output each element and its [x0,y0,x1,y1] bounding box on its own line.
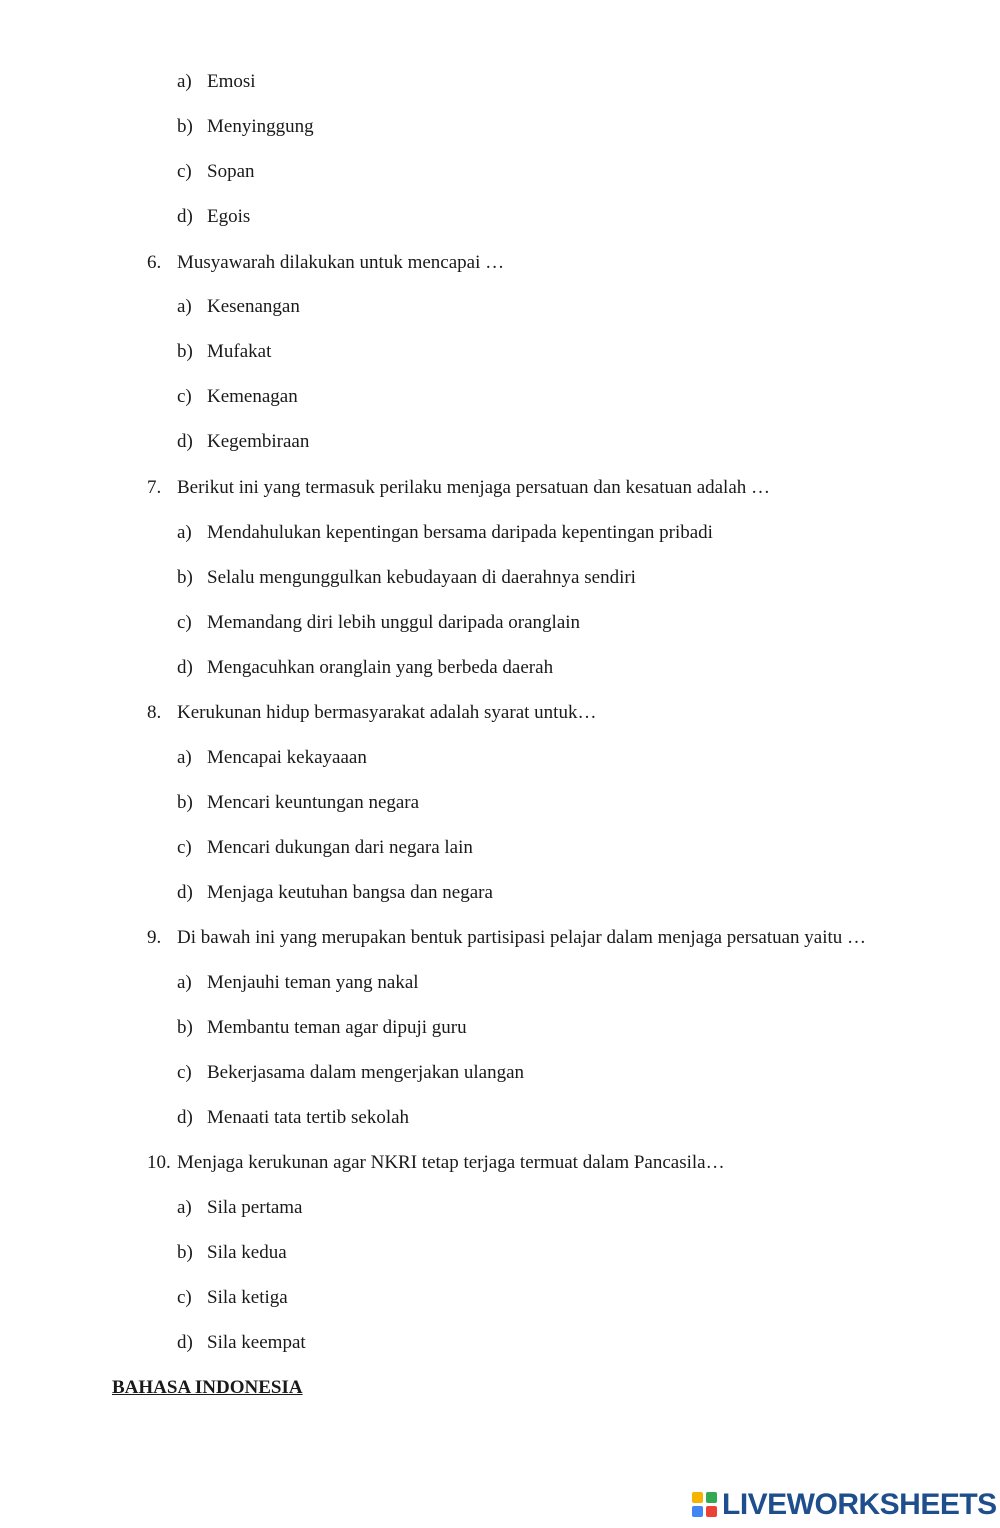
option-text: Menjauhi teman yang nakal [207,972,419,993]
watermark-text: LIVEWORKSHEETS [722,1488,997,1521]
option-letter: c) [177,612,192,633]
option-letter: a) [177,1197,192,1218]
section-heading: BAHASA INDONESIA [112,1377,303,1398]
option-letter: b) [177,792,193,813]
option-letter: a) [177,972,192,993]
option-letter: b) [177,567,193,588]
question-text: Berikut ini yang termasuk perilaku menjaga persatuan dan kesatuan adalah … [177,477,771,498]
question-text: Musyawarah dilakukan untuk mencapai … [177,252,505,273]
option-letter: a) [177,522,192,543]
liveworksheets-grid-icon [692,1492,718,1518]
option-text: Mufakat [207,341,272,362]
question-text: Di bawah ini yang merupakan bentuk partisipasi pelajar dalam menjaga persatuan yaitu … [177,927,867,948]
option-letter: c) [177,837,192,858]
option-text: Kemenagan [207,386,298,407]
option-text: Sila keempat [207,1332,306,1353]
option-text: Sila pertama [207,1197,303,1218]
option-text: Sila kedua [207,1242,287,1263]
option-letter: d) [177,657,193,678]
option-letter: b) [177,341,193,362]
option-text: Mendahulukan kepentingan bersama daripada kepentingan pribadi [207,522,713,543]
option-text: Mencari keuntungan negara [207,792,420,813]
option-letter: a) [177,747,192,768]
option-letter: d) [177,206,193,227]
option-text: Sila ketiga [207,1287,288,1308]
option-letter: b) [177,1242,193,1263]
option-text: Bekerjasama dalam mengerjakan ulangan [207,1062,525,1083]
option-letter: c) [177,1062,192,1083]
option-text: Selalu mengunggulkan kebudayaan di daerahnya sendiri [207,567,636,588]
option-text: Menjaga keutuhan bangsa dan negara [207,882,493,903]
option-text: Sopan [207,161,255,182]
option-letter: c) [177,161,192,182]
question-number: 7. [147,477,162,498]
option-letter: d) [177,882,193,903]
option-text: Egois [207,206,251,227]
question-text: Menjaga kerukunan agar NKRI tetap terjaga termuat dalam Pancasila… [177,1152,725,1173]
option-text: Menaati tata tertib sekolah [207,1107,410,1128]
option-text: Kesenangan [207,296,300,317]
option-text: Mencapai kekayaaan [207,747,367,768]
option-text: Membantu teman agar dipuji guru [207,1017,467,1038]
option-text: Mencari dukungan dari negara lain [207,837,473,858]
question-number: 10. [147,1152,171,1173]
option-letter: b) [177,1017,193,1038]
option-letter: c) [177,386,192,407]
question-text: Kerukunan hidup bermasyarakat adalah syarat untuk… [177,702,597,723]
liveworksheets-logo [692,1488,997,1522]
option-text: Menyinggung [207,116,314,137]
option-text: Mengacuhkan oranglain yang berbeda daerah [207,657,554,678]
option-text: Memandang diri lebih unggul daripada oranglain [207,612,581,633]
option-letter: a) [177,296,192,317]
question-number: 8. [147,702,162,723]
question-number: 6. [147,252,162,273]
question-number: 9. [147,927,162,948]
option-letter: a) [177,71,192,92]
option-text: Emosi [207,71,256,92]
option-letter: b) [177,116,193,137]
option-letter: c) [177,1287,192,1308]
option-letter: d) [177,1332,193,1353]
option-letter: d) [177,1107,193,1128]
option-text: Kegembiraan [207,431,310,452]
option-letter: d) [177,431,193,452]
